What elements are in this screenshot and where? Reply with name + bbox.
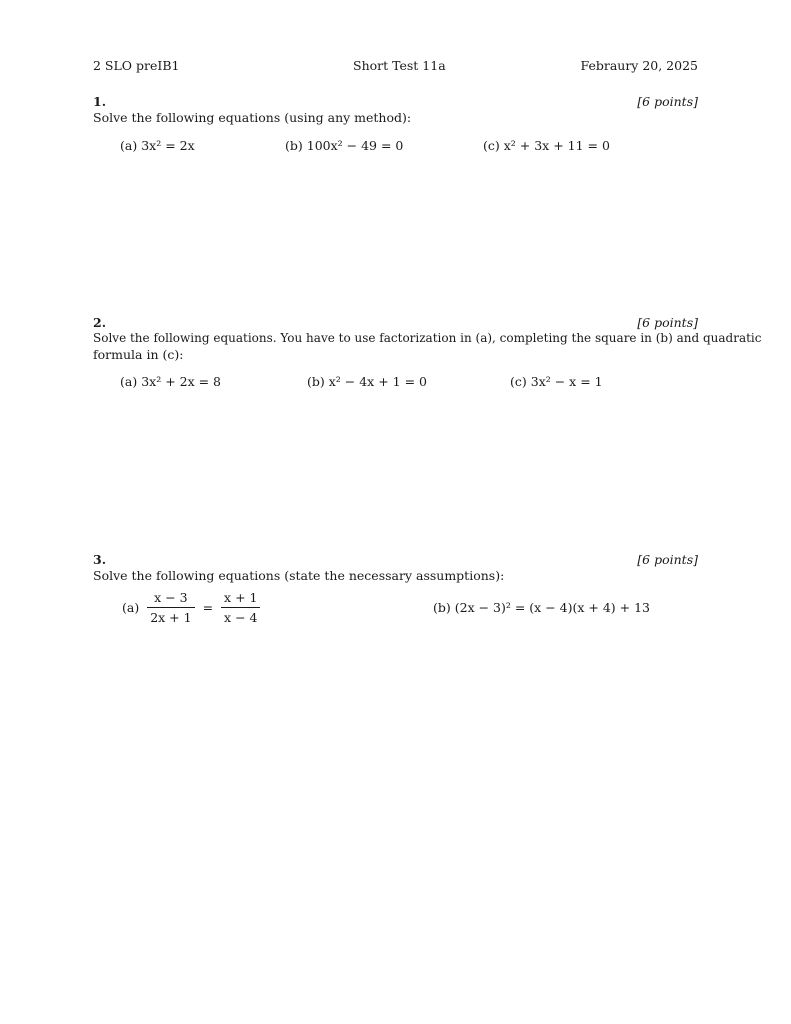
- denominator: 2x + 1: [150, 610, 192, 625]
- question-prompt: Solve the following equations (state the necessary assumptions):: [93, 568, 505, 583]
- denominator: x − 4: [224, 610, 258, 625]
- part-a: [120, 138, 195, 153]
- equation: 3x² = 2x: [141, 138, 195, 153]
- equation: (2x − 3)² = (x − 4)(x + 4) + 13: [454, 600, 650, 615]
- points-label: [6 points]: [637, 552, 698, 567]
- part-label: (b): [433, 600, 451, 615]
- class-name: 2 SLO preIB1: [93, 58, 180, 73]
- part-a: [120, 590, 262, 625]
- question-number: 3.: [93, 552, 107, 567]
- part-label: (a): [120, 138, 138, 153]
- part-c: [510, 374, 603, 389]
- part-b: [285, 138, 403, 153]
- equation: 3x² + 2x = 8: [141, 374, 222, 389]
- equals-sign: =: [202, 600, 214, 615]
- part-c: [483, 138, 610, 153]
- part-a: [120, 374, 221, 389]
- equation: x² + 3x + 11 = 0: [503, 138, 610, 153]
- test-date: Febraury 20, 2025: [580, 58, 698, 73]
- question-prompt: Solve the following equations (using any method):: [93, 110, 412, 125]
- part-b: [433, 600, 650, 615]
- part-b: [307, 374, 427, 389]
- question-number: 1.: [93, 94, 107, 109]
- part-label: (c): [510, 374, 527, 389]
- part-label: (c): [483, 138, 500, 153]
- equation: 100x² − 49 = 0: [306, 138, 404, 153]
- part-label: (a): [122, 600, 140, 615]
- equation: x² − 4x + 1 = 0: [328, 374, 427, 389]
- part-label: (a): [120, 374, 138, 389]
- right-fraction: [221, 590, 260, 625]
- question-number: 2.: [93, 315, 107, 330]
- numerator: x + 1: [221, 590, 260, 608]
- points-label: [6 points]: [637, 94, 698, 109]
- part-label: (b): [307, 374, 325, 389]
- equation: 3x² − x = 1: [530, 374, 603, 389]
- points-label: [6 points]: [637, 315, 698, 330]
- test-title: Short Test 11a: [353, 58, 446, 73]
- question-prompt-line-2: formula in (c):: [93, 347, 184, 362]
- question-prompt-line-1: Solve the following equations. You have to use factorization in (a), completing the square in (b) and quadratic: [93, 331, 762, 345]
- numerator: x − 3: [147, 590, 194, 608]
- part-label: (b): [285, 138, 303, 153]
- left-fraction: [147, 590, 194, 625]
